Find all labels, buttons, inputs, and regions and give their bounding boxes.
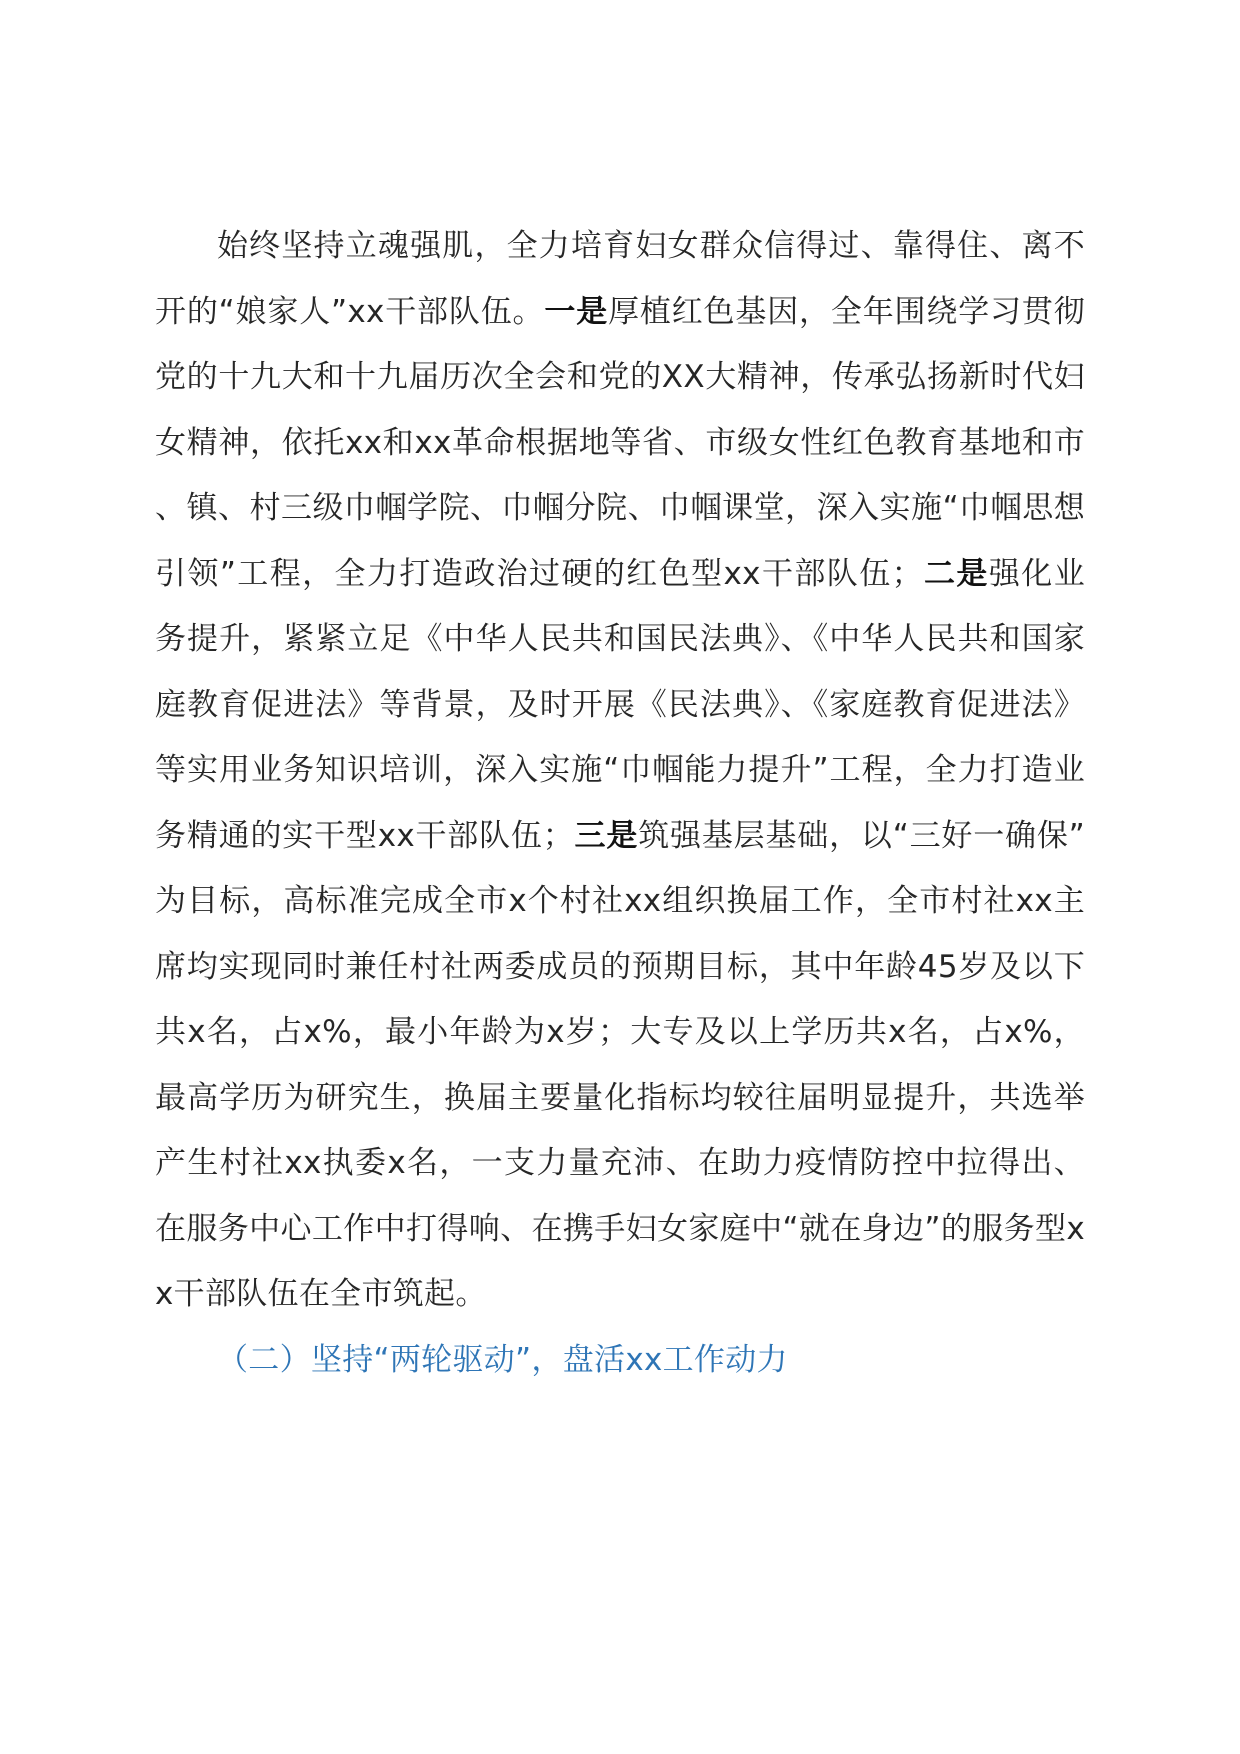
document-body (155, 214, 1085, 1393)
bold-marker-third: 三是 (574, 817, 639, 854)
bold-marker-second: 二是 (922, 555, 989, 592)
paragraph-second-point: 强化业务提升，紧紧立足《中华人民共和国民法典》、《中华人民共和国家庭教育促进法》等背景，及时开展《民法典》、《家庭教育促进法》等实用业务知识培训，深入实施“巾帼能力提升”工程，全力打造业务精通的实干型xx干部队伍； (155, 555, 1085, 854)
section-heading: （二）坚持“两轮驱动”，盘活xx工作动力 (217, 1341, 788, 1378)
body-paragraph (155, 214, 1085, 1328)
paragraph-third-point: 筑强基层基础，以“三好一确保”为目标，高标准完成全市x个村社xx组织换届工作，全市村社xx主席均实现同时兼任村社两委成员的预期目标，其中年龄45岁及以下共x名，占x%，最小年龄为x岁；大专及以上学历共x名，占x%，最高学历为研究生，换届主要量化指标均较往届明显提升，共选举产生村社xx执委x名，一支力量充沛、在助力疫情防控中拉得出、在服务中心工作中打得响、在携手妇女家庭中“就在身边”的服务型xx干部队伍在全市筑起。 (155, 817, 1085, 1312)
paragraph-intro: 始终坚持立魂强肌，全力培育妇女群众信得过、靠得住、离不开的“娘家人”xx干部队伍。 (155, 228, 1085, 330)
bold-marker-first: 一是 (544, 293, 609, 330)
paragraph-first-point: 厚植红色基因，全年围绕学习贯彻党的十九大和十九届历次全会和党的XX大精神，传承弘扬新时代妇女精神，依托xx和xx革命根据地等省、市级女性红色教育基地和市、镇、村三级巾帼学院、巾帼分院、巾帼课堂，深入实施“巾帼思想引领”工程，全力打造政治过硬的红色型xx干部队伍； (155, 293, 1085, 592)
